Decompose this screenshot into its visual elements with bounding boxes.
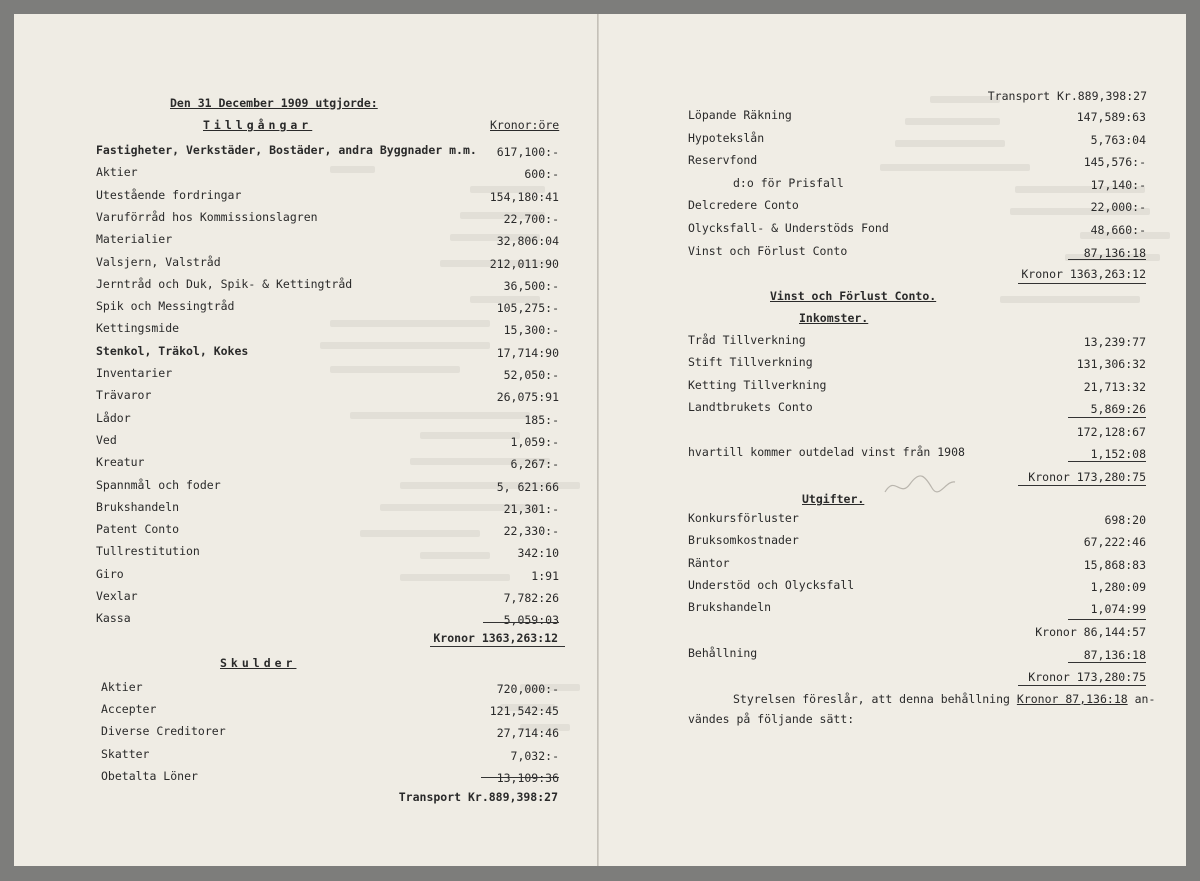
asset-value: 21,301:- [503,501,559,516]
bleed-through-mark [330,166,375,173]
income-value: 131,306:32 [1076,357,1146,372]
income-heading: Inkomster. [799,311,869,325]
asset-label: Lådor [96,410,131,425]
asset-label: Ved [96,432,117,447]
asset-label: Stenkol, Träkol, Kokes [96,343,249,358]
asset-value: 600:- [524,167,559,182]
grand-total-underline [1018,685,1146,686]
asset-label: Spannmål och foder [96,477,221,492]
left-transport: Transport Kr.889,398:27 [398,790,558,804]
asset-value: 617,100:- [496,145,559,159]
asset-label: Giro [96,566,124,581]
asset-label: Jerntråd och Duk, Spik- & Kettingtråd [96,276,353,291]
liability-value: 720,000:- [496,682,559,696]
liabilities-heading: Skulder [220,656,297,670]
income-sum-rule [1068,417,1146,418]
income-value: 21,713:32 [1083,379,1146,394]
asset-value: 5, 621:66 [496,479,559,494]
liability-value: 145,576:- [1083,155,1146,170]
pl-heading: Vinst och Förlust Conto. [770,289,937,303]
bleed-through-mark [320,342,490,349]
liability-value: 121,542:45 [489,704,559,719]
asset-label: Tullrestitution [96,544,200,559]
asset-value: 5,059:03 [503,613,559,628]
liability-value: 17,140:- [1090,177,1146,192]
bleed-through-mark [895,140,1005,147]
asset-value: 6,267:- [510,457,559,472]
bleed-through-mark [330,366,460,373]
liability-value: 147,589:63 [1076,110,1146,124]
expense-value: 1,074:99 [1090,602,1146,617]
carryover-rule [1068,461,1146,462]
asset-label: Varuförråd hos Kommissionslagren [96,209,318,224]
liability-label: Vinst och Förlust Conto [688,243,848,258]
liability-label: d:o för Prisfall [733,175,844,190]
expenses-heading: Utgifter. [802,492,865,506]
bleed-through-mark [1000,296,1140,303]
expense-label: Räntor [688,555,730,570]
bleed-through-mark [880,164,1030,171]
asset-label: Kettingsmide [96,321,180,336]
right-transport: Transport Kr.889,398:27 [987,89,1147,103]
asset-value: 154,180:41 [489,189,559,204]
asset-label: Brukshandeln [96,499,180,514]
asset-label: Inventarier [96,366,173,380]
liability-label: Löpande Räkning [688,108,792,122]
asset-value: 22,330:- [503,524,559,539]
asset-label: Valsjern, Valstråd [96,254,221,269]
asset-label: Kreatur [96,455,145,470]
assets-total-underline [430,646,565,647]
expense-label: Understöd och Olycksfall [688,577,855,592]
proposal-continuation: an- [1134,692,1156,706]
asset-label: Materialier [96,232,173,247]
asset-label: Utestående fordringar [96,187,242,202]
asset-label: Fastigheter, Verkstäder, Bostäder, andra Byggnader m.m. [96,143,477,157]
income-total-underline [1018,485,1146,486]
liability-label: Hypotekslån [688,130,765,145]
liability-label: Reservfond [688,153,758,168]
expense-label: Konkursförluster [688,511,799,525]
liability-value: 48,660:- [1090,223,1146,237]
income-value: 13,239:77 [1083,335,1146,349]
asset-value: 15,300:- [503,323,559,338]
bleed-through-mark [905,118,1000,125]
liability-value: 7,032:- [510,748,559,763]
asset-label: Spik och Messingtråd [96,299,235,314]
asset-value: 185:- [524,412,559,427]
expense-value: 67,222:46 [1083,535,1146,550]
liability-label: Skatter [101,746,150,761]
proposal-line-2: vändes på följande sätt: [688,712,855,726]
assets-total: Kronor 1363,263:12 [433,631,558,645]
asset-label: Kassa [96,611,131,626]
asset-value: 36,500:- [503,278,559,293]
asset-value: 7,782:26 [503,591,559,605]
income-total: Kronor 173,280:75 [1028,470,1146,484]
asset-value: 52,050:- [503,368,559,382]
liability-label: Obetalta Löner [101,768,198,783]
balance-date-title: Den 31 December 1909 utgjorde: [170,96,378,110]
liabilities-sum-rule [481,777,559,778]
asset-value: 1:91 [531,568,559,583]
liability-label: Delcredere Conto [688,198,799,213]
liability-value: 5,763:04 [1090,132,1146,147]
grand-total: Kronor 173,280:75 [1028,670,1146,684]
expense-value: 15,868:83 [1083,557,1146,572]
liability-label: Accepter [101,702,157,717]
liability-value: 27,714:46 [496,726,559,741]
income-label: Tråd Tillverkning [688,333,806,347]
carryover-label: hvartill kommer outdelad vinst från 1908 [688,445,965,459]
income-value: 5,869:26 [1090,402,1146,417]
expenses-total: Kronor 86,144:57 [1035,625,1146,639]
liabilities-total-underline [1018,283,1146,284]
asset-value: 342:10 [517,546,559,561]
liability-value: 87,136:18 [1083,245,1146,260]
asset-label: Patent Conto [96,522,180,537]
currency-heading: Kronor:öre [490,118,560,132]
income-label: Stift Tillverkning [688,355,813,370]
assets-heading: Tillgångar [203,118,313,132]
proposal-text: Styrelsen föreslår, att denna behållning [733,692,1010,706]
asset-value: 212,011:90 [489,256,559,271]
asset-value: 105,275:- [496,301,559,316]
income-label: Ketting Tillverkning [688,377,827,392]
balance-rule [1068,662,1146,663]
expense-value: 698:20 [1104,513,1146,527]
proposal-line-1 [733,692,1155,706]
assets-sum-rule [483,622,559,623]
asset-value: 26,075:91 [496,390,559,405]
asset-label: Trävaror [96,388,152,403]
liability-label: Diverse Creditorer [101,724,226,739]
signature-mark [880,470,960,500]
income-subtotal: 172,128:67 [1076,425,1146,439]
asset-label: Vexlar [96,589,138,603]
liability-label: Aktier [101,680,143,694]
liability-label: Olycksfall- & Understöds Fond [688,221,889,235]
asset-label: Aktier [96,165,138,180]
asset-value: 1,059:- [510,434,559,449]
expense-label: Bruksomkostnader [688,533,799,548]
liability-value: 13,109:36 [496,770,559,785]
bleed-through-mark [330,320,490,327]
income-label: Landtbrukets Conto [688,400,813,415]
expenses-sum-rule [1068,619,1146,620]
balance-value: 87,136:18 [1083,648,1146,662]
carryover-value: 1,152:08 [1090,447,1146,461]
proposal-amount: Kronor 87,136:18 [1016,692,1128,706]
expense-value: 1,280:09 [1090,579,1146,594]
balance-label: Behållning [688,646,758,660]
liabilities-sum-rule-right [1068,259,1146,260]
liability-value: 22,000:- [1090,200,1146,215]
liabilities-total: Kronor 1363,263:12 [1021,267,1146,281]
asset-value: 22,700:- [503,211,559,226]
expense-label: Brukshandeln [688,600,772,615]
asset-value: 32,806:04 [496,234,559,249]
bleed-through-mark [360,530,480,537]
asset-value: 17,714:90 [496,345,559,360]
